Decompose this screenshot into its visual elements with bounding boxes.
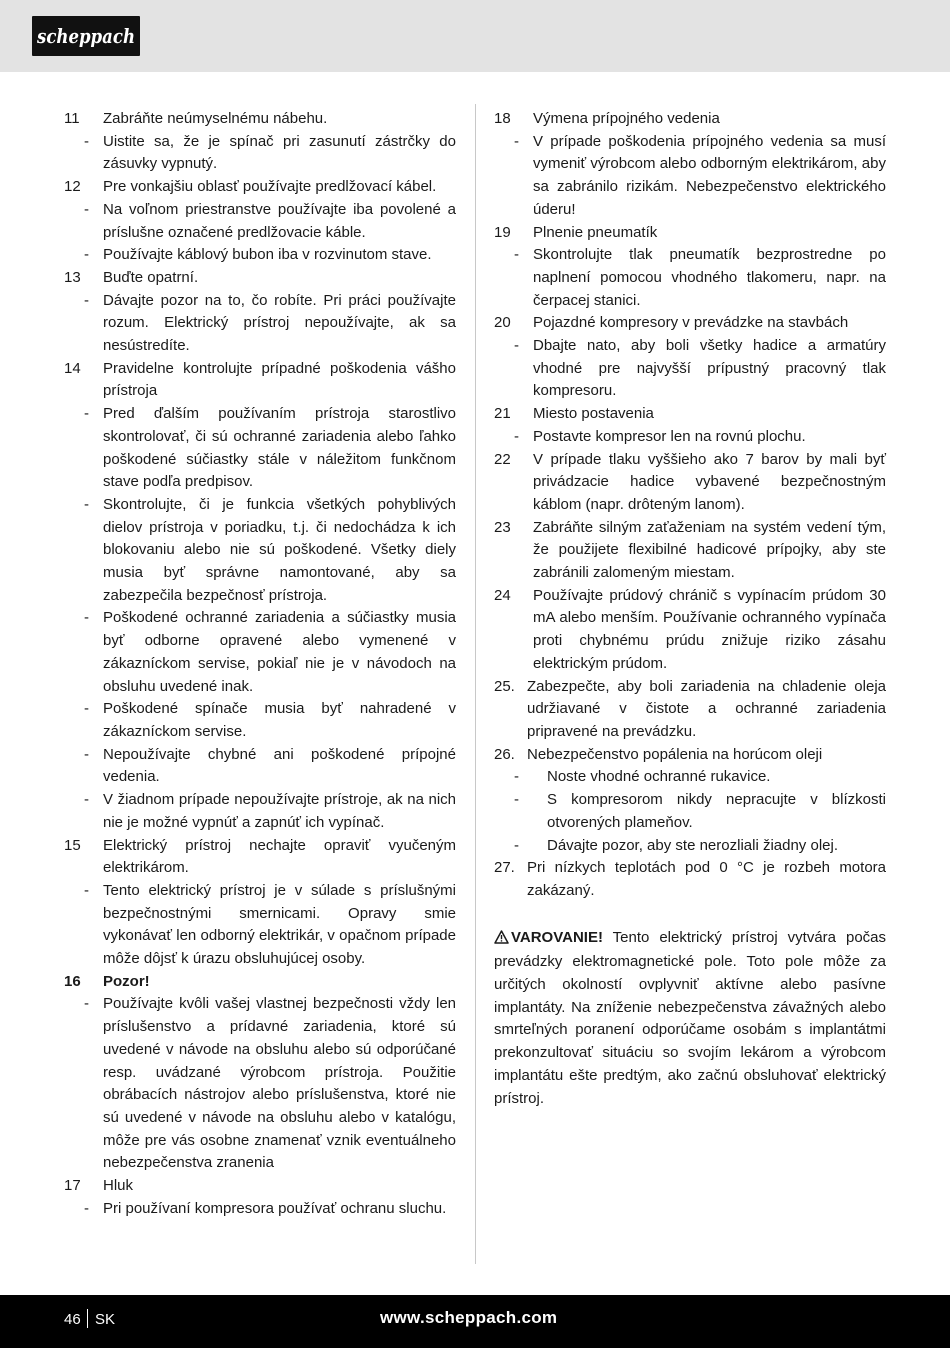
sub-item	[84, 744, 456, 789]
sub-item-text: Pred ďalším používaním prístroja starostlivo skontrolovať, či sú ochranné zariadenia alebo ľahko poškodené súčiastky stále v náležitom funkčnom stave podľa predpisov.	[103, 405, 456, 491]
dash-bullet: -	[84, 200, 89, 218]
sub-item	[84, 789, 456, 834]
dash-bullet: -	[84, 246, 89, 264]
language-code: SK	[95, 1311, 116, 1328]
dash-bullet: -	[84, 132, 89, 150]
item-heading: Zabráňte silným zaťaženiam na systém vedení tým, že použijete flexibilné hadicové prípojky, aby ste zabránili zalomeným miestam.	[533, 518, 886, 582]
right-column	[494, 108, 886, 1110]
svg-text:scheppach: scheppach	[36, 24, 135, 48]
sub-item-text: V prípade poškodenia prípojného vedenia sa musí vymeniť výrobcom alebo odborným elektrikárom, aby sa zabránilo rizikám. Nebezpečenstvo elektrického úderu!	[533, 132, 886, 218]
sub-item	[84, 880, 456, 971]
list-item	[494, 222, 886, 313]
sub-item	[514, 835, 886, 858]
item-number: 13	[64, 268, 81, 286]
item-number: 18	[494, 110, 511, 127]
sub-item-text: Na voľnom priestranstve používajte iba povolené a príslušne označené predlžovacie káble.	[103, 200, 456, 241]
list-item	[64, 971, 456, 1175]
list-item	[494, 857, 886, 902]
dash-bullet: -	[514, 337, 519, 355]
sub-item-text: Dávajte pozor, aby ste nerozliali žiadny olej.	[547, 836, 838, 854]
list-item	[494, 108, 886, 222]
dash-bullet: -	[514, 132, 519, 150]
dash-bullet: -	[84, 791, 89, 809]
sub-item	[84, 993, 456, 1175]
page-footer	[0, 1295, 950, 1348]
item-heading: Pozor!	[103, 972, 150, 990]
logo-wordmark	[32, 16, 140, 56]
item-heading: Nebezpečenstvo popálenia na horúcom oleji	[527, 745, 823, 763]
brand-logo	[32, 16, 140, 56]
list-item	[64, 267, 456, 358]
dash-bullet: -	[84, 995, 89, 1013]
sub-item-text: Poškodené ochranné zariadenia a súčiastky musia byť odborne opravené alebo vymenené v zákazníckom servise, pokiaľ nie je v návodoch na obsluhu uvedené inak.	[103, 609, 456, 695]
sub-item-text: Noste vhodné ochranné rukavice.	[547, 768, 771, 786]
list-item	[494, 449, 886, 517]
sub-item-text: Skontrolujte tlak pneumatík bezprostredne po naplnení pomocou vhodného tlakomeru, napr. na čerpacej stanici.	[533, 246, 886, 309]
dash-bullet: -	[84, 405, 89, 423]
sub-item-text: Poškodené spínače musia byť nahradené v zákazníckom servise.	[103, 700, 456, 740]
page-number: 46	[64, 1311, 81, 1328]
item-number: 12	[64, 178, 81, 196]
warning-label: VAROVANIE!	[511, 928, 603, 946]
dash-bullet: -	[84, 609, 89, 627]
item-heading: Výmena prípojného vedenia	[533, 110, 720, 127]
dash-bullet: -	[84, 881, 89, 899]
list-item	[494, 585, 886, 676]
right-numbered-list	[494, 108, 886, 676]
page-header	[0, 0, 950, 72]
item-number: 19	[494, 223, 511, 241]
sub-item	[84, 494, 456, 608]
sub-item	[84, 199, 456, 244]
website-link[interactable]: www.scheppach.com	[380, 1308, 558, 1327]
list-item	[64, 176, 456, 267]
left-column	[64, 108, 456, 1220]
sub-item	[514, 426, 886, 449]
item-heading: Buďte opatrní.	[103, 268, 199, 286]
sub-item-text: Nepoužívajte chybné ani poškodené prípojné vedenia.	[103, 745, 456, 786]
item-number: 24	[494, 586, 511, 604]
item-heading: Zabezpečte, aby boli zariadenia na chladenie oleja udržiavané v čistote a ochranné zariadenia pripravené na prevádzku.	[527, 677, 886, 740]
item-number: 25.	[494, 677, 515, 695]
sub-item	[84, 698, 456, 743]
item-heading: Plnenie pneumatík	[533, 223, 658, 241]
sub-item	[514, 131, 886, 222]
list-item	[494, 312, 886, 403]
item-number: 11	[64, 110, 80, 127]
item-number: 20	[494, 314, 511, 332]
item-heading: Elektrický prístroj nechajte opraviť vyučeným elektrikárom.	[103, 836, 456, 877]
footer-separator	[87, 1309, 88, 1328]
item-heading: Pravidelne kontrolujte prípadné poškodenia vášho prístroja	[103, 359, 456, 400]
sub-item	[514, 766, 886, 789]
dash-bullet: -	[84, 700, 89, 718]
item-heading: Pojazdné kompresory v prevádzke na stavbách	[533, 314, 849, 332]
sub-item-text: V žiadnom prípade nepoužívajte prístroje, ak na nich nie je možné vypnúť a zapnúť ich vypínač.	[103, 791, 456, 831]
item-number: 26.	[494, 745, 515, 763]
warning-triangle-icon	[494, 929, 509, 952]
list-item	[64, 358, 456, 835]
sub-item-text: Dávajte pozor na to, čo robíte. Pri práci používajte rozum. Elektrický prístroj nepoužívajte, ak sa nesústredíte.	[103, 291, 456, 355]
sub-item	[84, 403, 456, 494]
sub-item-text: Pri používaní kompresora používať ochranu sluchu.	[103, 1199, 447, 1217]
item-heading: V prípade tlaku vyššieho ako 7 barov by mali byť privádzacie hadice vybavené bezpečnostným káblom (napr. drôteným lanom).	[533, 450, 886, 513]
sub-item	[84, 1198, 456, 1221]
item-heading: Pri nízkych teplotách pod 0 °C je rozbeh motora zakázaný.	[527, 859, 886, 899]
list-item	[494, 517, 886, 585]
sub-item-text: Uistite sa, že je spínač pri zasunutí zástrčky do zásuvky vypnutý.	[103, 132, 456, 173]
sub-item-text: Používajte kvôli vašej vlastnej bezpečnosti vždy len príslušenstvo a prídavné zariadenia, ktoré sú uvedené v návode na obsluhu alebo sú odporúčané resp. uvádzané výrobcom prístroja. Použitie obrábacích nástrojov alebo príslušenstva, ktoré nie sú uvedené v návode na obsluhu alebo v katalógu, môže pre vás osobne znamenať vznik eventuálneho nebezpečenstva zranenia	[103, 995, 456, 1172]
sub-item-text: S kompresorom nikdy nepracujte v blízkosti otvorených plameňov.	[547, 791, 886, 831]
item-number: 22	[494, 450, 511, 468]
dash-bullet: -	[514, 768, 519, 786]
list-item	[494, 744, 886, 858]
sub-item-text: Dbajte nato, aby boli všetky hadice a armatúry vhodné pre najvyšší prípustný pracovný tlak kompresoru.	[533, 337, 886, 400]
item-number: 17	[64, 1177, 81, 1195]
sub-item	[514, 335, 886, 403]
list-item	[64, 1175, 456, 1220]
item-number: 23	[494, 518, 511, 536]
sub-item-text: Skontrolujte, či je funkcia všetkých pohyblivých dielov prístroja v poriadku, t.j. či nedochádza k ich blokovaniu alebo nie sú poškodené. Všetky diely musia byť správne namontované, aby sa zabezpečila bezpečnosť prístroja.	[103, 495, 456, 604]
right-dotted-list	[494, 676, 886, 903]
dash-bullet: -	[84, 495, 89, 513]
column-divider	[475, 104, 476, 1264]
item-number: 21	[494, 405, 511, 423]
item-heading: Používajte prúdový chránič s vypínacím prúdom 30 mA alebo menším. Používanie ochranného vypínača proti chybnému prúdu znižuje riziko zásahu elektrickým prúdom.	[533, 586, 886, 672]
item-number: 16	[64, 972, 81, 990]
dash-bullet: -	[514, 791, 519, 809]
item-number: 27.	[494, 859, 515, 877]
list-item	[64, 835, 456, 971]
sub-item	[84, 607, 456, 698]
sub-item-text: Tento elektrický prístroj je v súlade s príslušnými bezpečnostnými smernicami. Opravy smie vykonávať len odborný elektrikár, v opačnom prípade môže dôjsť k úrazu obsluhujúcej osoby.	[103, 881, 456, 968]
dash-bullet: -	[514, 427, 519, 445]
dash-bullet: -	[84, 745, 89, 763]
list-item	[494, 676, 886, 744]
dash-bullet: -	[514, 246, 519, 264]
dash-bullet: -	[514, 836, 519, 854]
warning-text: Tento elektrický prístroj vytvára počas prevádzky elektromagnetické pole. Toto pole môže za určitých okolností ovplyvniť aktívne alebo pasívne implantáty. Na zníženie nebezpečenstva závažných alebo smrteľných poranení odporúčame osobám s implantátmi prekonzultovať situáciu so svojím lekárom a výrobcom implantátu ešte predtým, ako začnú obsluhovať elektrický prístroj.	[494, 928, 887, 1107]
dash-bullet: -	[84, 291, 89, 309]
item-heading: Pre vonkajšiu oblasť používajte predlžovací kábel.	[103, 178, 437, 196]
sub-item	[84, 244, 456, 267]
sub-item-text: Používajte káblový bubon iba v rozvinutom stave.	[103, 246, 432, 264]
list-item	[64, 108, 456, 176]
warning-block	[494, 927, 886, 1111]
item-heading: Zabráňte neúmyselnému nábehu.	[103, 110, 328, 127]
sub-item	[84, 290, 456, 358]
item-heading: Hluk	[103, 1177, 134, 1195]
item-number: 14	[64, 359, 81, 377]
sub-item-text: Postavte kompresor len na rovnú plochu.	[533, 427, 806, 445]
sub-item	[514, 244, 886, 312]
item-heading: Miesto postavenia	[533, 405, 654, 423]
dash-bullet: -	[84, 1199, 89, 1217]
item-number: 15	[64, 836, 81, 854]
sub-item	[514, 789, 886, 834]
list-item	[494, 403, 886, 448]
sub-item	[84, 131, 456, 176]
